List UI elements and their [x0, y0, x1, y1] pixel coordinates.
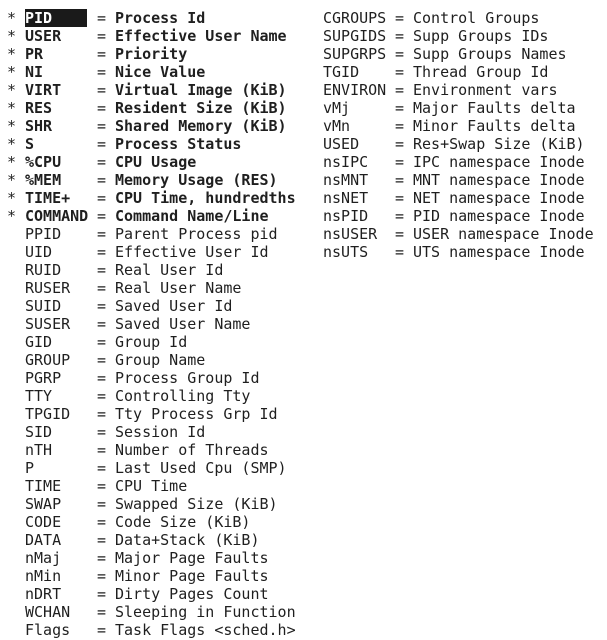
field-row-vmj[interactable]: [323, 99, 594, 117]
field-name[interactable]: DATA: [25, 531, 62, 549]
field-description: UTS namespace Inode: [413, 243, 585, 261]
field-name[interactable]: SWAP: [25, 495, 62, 513]
field-description: NET namespace Inode: [413, 189, 585, 207]
field-description: Process Group Id: [115, 369, 260, 387]
field-row-ni[interactable]: [7, 63, 296, 81]
separator: =: [395, 243, 405, 261]
field-row-environ[interactable]: [323, 81, 594, 99]
separator: =: [395, 27, 405, 45]
field-description: Minor Faults delta: [413, 117, 576, 135]
separator: =: [395, 207, 405, 225]
separator: =: [97, 315, 107, 333]
display-marker: *: [7, 63, 17, 81]
field-name[interactable]: VIRT: [25, 81, 62, 99]
field-description: Controlling Tty: [115, 387, 251, 405]
separator: =: [97, 261, 107, 279]
separator: =: [97, 243, 107, 261]
separator: =: [395, 9, 405, 27]
field-description: Supp Groups Names: [413, 45, 567, 63]
display-marker: *: [7, 99, 17, 117]
field-description: Process Id: [115, 9, 206, 27]
separator: =: [97, 99, 107, 117]
field-description: Parent Process pid: [115, 225, 278, 243]
field-description: CPU Usage: [115, 153, 197, 171]
field-description: Task Flags <sched.h>: [115, 621, 296, 639]
field-row-pgrp[interactable]: [7, 369, 296, 387]
separator: =: [97, 117, 107, 135]
field-row-wchan[interactable]: [7, 603, 296, 621]
display-marker: *: [7, 153, 17, 171]
separator: =: [97, 585, 107, 603]
field-name[interactable]: nMin: [25, 567, 62, 585]
separator: =: [97, 423, 107, 441]
field-description: Number of Threads: [115, 441, 269, 459]
separator: =: [97, 297, 107, 315]
separator: =: [97, 135, 107, 153]
field-row-group[interactable]: [7, 351, 296, 369]
field-description: Saved User Name: [115, 315, 251, 333]
field-description: Sleeping in Function: [115, 603, 296, 621]
separator: =: [97, 549, 107, 567]
separator: =: [395, 81, 405, 99]
field-description: Priority: [115, 45, 188, 63]
field-description: Real User Name: [115, 279, 242, 297]
field-row-data[interactable]: [7, 531, 296, 549]
field-row-ruser[interactable]: [7, 279, 296, 297]
separator: =: [395, 171, 405, 189]
field-description: Session Id: [115, 423, 206, 441]
field-name[interactable]: RUID: [25, 261, 62, 279]
display-marker: *: [7, 135, 17, 153]
field-name[interactable]: nMaj: [25, 549, 62, 567]
field-name[interactable]: UID: [25, 243, 53, 261]
field-row-nsnet[interactable]: [323, 189, 594, 207]
separator: =: [97, 531, 107, 549]
field-description: Data+Stack (KiB): [115, 531, 260, 549]
field-row-swap[interactable]: [7, 495, 296, 513]
display-marker: *: [7, 207, 17, 225]
field-row-sid[interactable]: [7, 423, 296, 441]
field-name[interactable]: TIME: [25, 477, 62, 495]
field-row-shr[interactable]: [7, 117, 296, 135]
field-description: Real User Id: [115, 261, 224, 279]
field-name[interactable]: RES: [25, 99, 53, 117]
field-row-tgid[interactable]: [323, 63, 594, 81]
field-row-code[interactable]: [7, 513, 296, 531]
separator: =: [395, 225, 405, 243]
field-description: Group Id: [115, 333, 188, 351]
field-row-tty[interactable]: [7, 387, 296, 405]
separator: =: [97, 279, 107, 297]
field-row-ppid[interactable]: [7, 225, 296, 243]
field-row-gid[interactable]: [7, 333, 296, 351]
field-name[interactable]: WCHAN: [25, 603, 71, 621]
field-name[interactable]: GROUP: [25, 351, 71, 369]
right-field-column: [323, 9, 594, 261]
separator: =: [395, 99, 405, 117]
field-description: Environment vars: [413, 81, 558, 99]
field-name[interactable]: vMj: [323, 99, 351, 117]
field-name[interactable]: COMMAND: [25, 207, 89, 225]
field-name[interactable]: %CPU: [25, 153, 62, 171]
field-name[interactable]: TTY: [25, 387, 53, 405]
field-name[interactable]: SUPGRPS: [323, 45, 387, 63]
field-row-pid[interactable]: [7, 9, 296, 27]
field-row-ndrt[interactable]: [7, 585, 296, 603]
separator: =: [97, 441, 107, 459]
field-description: Group Name: [115, 351, 206, 369]
separator: =: [395, 45, 405, 63]
field-description: Res+Swap Size (KiB): [413, 135, 585, 153]
display-marker: *: [7, 117, 17, 135]
field-row-p[interactable]: [7, 459, 296, 477]
field-name[interactable]: nTH: [25, 441, 53, 459]
field-name[interactable]: CODE: [25, 513, 62, 531]
field-description: Thread Group Id: [413, 63, 549, 81]
field-description: Control Groups: [413, 9, 540, 27]
field-description: Memory Usage (RES): [115, 171, 278, 189]
field-description: Supp Groups IDs: [413, 27, 549, 45]
separator: =: [97, 513, 107, 531]
field-name[interactable]: SHR: [25, 117, 53, 135]
separator: =: [97, 189, 107, 207]
separator: =: [97, 207, 107, 225]
separator: =: [395, 189, 405, 207]
separator: =: [97, 477, 107, 495]
separator: =: [97, 603, 107, 621]
field-row-nmin[interactable]: [7, 567, 296, 585]
field-row-flags[interactable]: [7, 621, 296, 639]
field-description: Resident Size (KiB): [115, 99, 287, 117]
field-description: Nice Value: [115, 63, 206, 81]
field-row-time[interactable]: [7, 477, 296, 495]
field-row-nsmnt[interactable]: [323, 171, 594, 189]
field-name[interactable]: nsNET: [323, 189, 369, 207]
separator: =: [97, 225, 107, 243]
field-name[interactable]: nDRT: [25, 585, 62, 603]
display-marker: *: [7, 45, 17, 63]
field-description: Shared Memory (KiB): [115, 117, 287, 135]
field-name[interactable]: PPID: [25, 225, 62, 243]
field-name[interactable]: NI: [25, 63, 44, 81]
separator: =: [97, 387, 107, 405]
field-description: Virtual Image (KiB): [115, 81, 287, 99]
field-name[interactable]: P: [25, 459, 35, 477]
field-row-supgids[interactable]: [323, 27, 594, 45]
separator: =: [97, 9, 107, 27]
separator: =: [97, 495, 107, 513]
field-row-s[interactable]: [7, 135, 296, 153]
field-row-nspid[interactable]: [323, 207, 594, 225]
separator: =: [97, 369, 107, 387]
display-marker: *: [7, 27, 17, 45]
separator: =: [97, 333, 107, 351]
field-row-nsipc[interactable]: [323, 153, 594, 171]
separator: =: [97, 459, 107, 477]
separator: =: [97, 63, 107, 81]
field-name[interactable]: PR: [25, 45, 44, 63]
separator: =: [97, 567, 107, 585]
field-description: MNT namespace Inode: [413, 171, 585, 189]
field-description: Last Used Cpu (SMP): [115, 459, 287, 477]
field-name[interactable]: nsMNT: [323, 171, 369, 189]
field-name[interactable]: S: [25, 135, 35, 153]
field-description: Saved User Id: [115, 297, 233, 315]
field-description: Major Page Faults: [115, 549, 269, 567]
field-description: Effective User Name: [115, 27, 287, 45]
field-row-nsuts[interactable]: [323, 243, 594, 261]
separator: =: [97, 171, 107, 189]
field-row-tpgid[interactable]: [7, 405, 296, 423]
field-description: Effective User Id: [115, 243, 269, 261]
field-name[interactable]: GID: [25, 333, 53, 351]
selected-field-name[interactable]: PID: [25, 9, 87, 27]
field-description: Process Status: [115, 135, 242, 153]
field-description: Minor Page Faults: [115, 567, 269, 585]
left-field-column: [7, 9, 296, 639]
field-name[interactable]: nsUSER: [323, 225, 378, 243]
separator: =: [97, 621, 107, 639]
field-row-suid[interactable]: [7, 297, 296, 315]
field-name[interactable]: SUID: [25, 297, 62, 315]
field-name[interactable]: vMn: [323, 117, 351, 135]
separator: =: [97, 45, 107, 63]
field-row-nmaj[interactable]: [7, 549, 296, 567]
field-name[interactable]: nsIPC: [323, 153, 369, 171]
field-name[interactable]: CGROUPS: [323, 9, 387, 27]
field-name[interactable]: USED: [323, 135, 360, 153]
field-row-vmn[interactable]: [323, 117, 594, 135]
field-row-nsuser[interactable]: [323, 225, 594, 243]
field-description: Tty Process Grp Id: [115, 405, 278, 423]
separator: =: [97, 351, 107, 369]
field-row-cgroups[interactable]: [323, 9, 594, 27]
field-row-res[interactable]: [7, 99, 296, 117]
field-row-user[interactable]: [7, 27, 296, 45]
separator: =: [395, 153, 405, 171]
display-marker: *: [7, 81, 17, 99]
field-row-command[interactable]: [7, 207, 296, 225]
field-name[interactable]: %MEM: [25, 171, 62, 189]
field-row-mem[interactable]: [7, 171, 296, 189]
field-name[interactable]: TPGID: [25, 405, 71, 423]
field-name[interactable]: SID: [25, 423, 53, 441]
field-description: Code Size (KiB): [115, 513, 251, 531]
field-description: CPU Time, hundredths: [115, 189, 296, 207]
separator: =: [97, 153, 107, 171]
field-row-pr[interactable]: [7, 45, 296, 63]
field-row-ruid[interactable]: [7, 261, 296, 279]
field-description: PID namespace Inode: [413, 207, 585, 225]
separator: =: [395, 117, 405, 135]
field-name[interactable]: PGRP: [25, 369, 62, 387]
field-name[interactable]: USER: [25, 27, 62, 45]
field-description: Dirty Pages Count: [115, 585, 269, 603]
field-description: IPC namespace Inode: [413, 153, 585, 171]
field-description: Command Name/Line: [115, 207, 269, 225]
field-row-uid[interactable]: [7, 243, 296, 261]
field-name[interactable]: TIME+: [25, 189, 71, 207]
display-marker: *: [7, 171, 17, 189]
field-name[interactable]: ENVIRON: [323, 81, 387, 99]
field-name[interactable]: RUSER: [25, 279, 71, 297]
field-description: USER namespace Inode: [413, 225, 594, 243]
field-row-nth[interactable]: [7, 441, 296, 459]
field-description: Swapped Size (KiB): [115, 495, 278, 513]
field-row-time[interactable]: [7, 189, 296, 207]
field-row-virt[interactable]: [7, 81, 296, 99]
field-row-supgrps[interactable]: [323, 45, 594, 63]
field-row-used[interactable]: [323, 135, 594, 153]
field-name[interactable]: nsPID: [323, 207, 369, 225]
field-name[interactable]: TGID: [323, 63, 360, 81]
separator: =: [97, 81, 107, 99]
display-marker: *: [7, 9, 17, 27]
separator: =: [97, 27, 107, 45]
field-description: CPU Time: [115, 477, 188, 495]
separator: =: [395, 63, 405, 81]
separator: =: [97, 405, 107, 423]
display-marker: *: [7, 189, 17, 207]
field-name[interactable]: SUPGIDS: [323, 27, 387, 45]
field-name[interactable]: SUSER: [25, 315, 71, 333]
field-name[interactable]: Flags: [25, 621, 71, 639]
field-name[interactable]: nsUTS: [323, 243, 369, 261]
field-row-cpu[interactable]: [7, 153, 296, 171]
field-row-suser[interactable]: [7, 315, 296, 333]
separator: =: [395, 135, 405, 153]
field-description: Major Faults delta: [413, 99, 576, 117]
